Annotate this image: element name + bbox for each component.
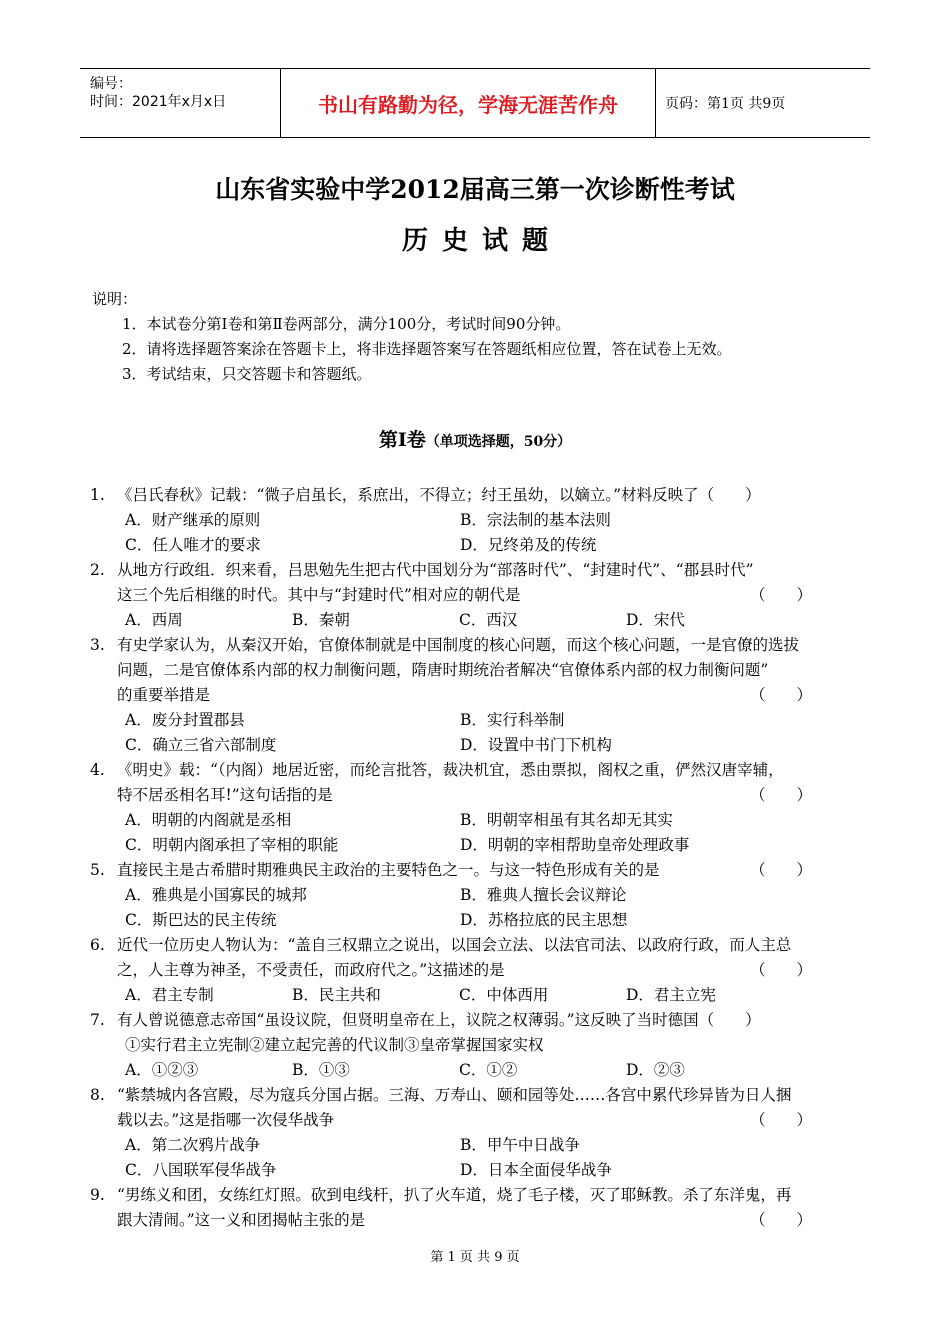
question-text: 之，人主尊为神圣，不受责任，而政府代之。”这描述的是	[117, 961, 505, 979]
question-text: 从地方行政组．织来看，吕思勉先生把古代中国划分为“部落时代”、“封建时代”、“郡县时代”	[117, 561, 754, 579]
question-item	[90, 1008, 870, 1083]
question-text: 有人曾说德意志帝国“虽设议院，但贤明皇帝在上，议院之权薄弱。”这反映了当时德国（ ）	[117, 1011, 761, 1029]
date-label: 时间：2021年x月x日	[90, 94, 227, 110]
question-text: 的重要举措是	[117, 686, 211, 704]
option-group	[90, 808, 870, 858]
question-number: 6.	[90, 936, 105, 954]
answer-option: C．斯巴达的民主传统	[125, 911, 277, 929]
option-group	[90, 1058, 870, 1083]
answer-option: B．雅典人擅长会议辩论	[460, 886, 627, 904]
instructions-label: 说明：	[92, 290, 138, 308]
instruction-item: 1．本试卷分第Ⅰ卷和第Ⅱ卷两部分，满分100分，考试时间90分钟。	[122, 315, 571, 333]
instruction-item: 2．请将选择题答案涂在答题卡上，将非选择题答案写在答题纸相应位置，答在试卷上无效。	[122, 340, 732, 358]
answer-bracket: （ ）	[749, 861, 812, 879]
answer-option: D．设置中书门下机构	[460, 736, 612, 754]
exam-title: 山东省实验中学2012届高三第一次诊断性考试	[215, 175, 735, 204]
answer-option: D．日本全面侵华战争	[460, 1161, 612, 1179]
question-number: 1.	[90, 486, 105, 504]
answer-option: C．任人唯才的要求	[125, 536, 261, 554]
question-statements: ①实行君主立宪制②建立起完善的代议制③皇帝掌握国家实权	[125, 1036, 544, 1054]
section-title: 第Ⅰ卷	[378, 429, 426, 451]
answer-option: A．①②③	[125, 1061, 199, 1079]
option-group	[90, 983, 870, 1008]
question-text: “男练义和团，女练红灯照。砍到电线杆，扒了火车道，烧了毛子楼，灭了耶稣教。杀了东洋鬼，再	[117, 1186, 792, 1204]
question-item	[90, 933, 870, 1008]
question-item	[90, 758, 870, 858]
exam-subtitle: 历史试题	[401, 226, 562, 256]
question-item	[90, 1083, 870, 1183]
question-item	[90, 483, 870, 558]
answer-option: C．西汉	[459, 611, 518, 629]
question-text: 载以去。”这是指哪一次侵华战争	[117, 1111, 335, 1129]
answer-option: A．西周	[125, 611, 183, 629]
page-footer: 第 1 页 共 9 页	[430, 1250, 520, 1265]
answer-option: B．宗法制的基本法则	[460, 511, 611, 529]
question-text: 《明史》载：“（内阁）地居近密，而纶言批答，裁决机宜，悉由票拟，阁权之重，俨然汉唐宰辅，	[117, 761, 784, 779]
answer-option: D．兄终弟及的传统	[460, 536, 597, 554]
section-heading	[0, 425, 950, 452]
answer-option: B．甲午中日战争	[460, 1136, 580, 1154]
answer-bracket: （ ）	[749, 786, 812, 804]
answer-option: B．秦朝	[292, 611, 350, 629]
question-text: 跟大清闹。”这一义和团揭帖主张的是	[117, 1211, 366, 1229]
answer-bracket: （ ）	[749, 686, 812, 704]
question-number: 2.	[90, 561, 105, 579]
question-text: 特不居丞相名耳!”这句话指的是	[117, 786, 333, 804]
question-item	[90, 1183, 870, 1233]
option-group	[90, 508, 870, 558]
answer-option: D．苏格拉底的民主思想	[460, 911, 628, 929]
question-text: 近代一位历史人物认为：“盖自三权鼎立之说出，以国会立法、以法官司法、以政府行政，而人主总	[117, 936, 792, 954]
answer-option: A．明朝的内阁就是丞相	[125, 811, 292, 829]
answer-option: A．雅典是小国寡民的城邦	[125, 886, 307, 904]
option-group	[90, 608, 870, 633]
answer-option: A．财产继承的原则	[125, 511, 261, 529]
header-meta	[80, 69, 281, 137]
answer-option: D．君主立宪	[626, 986, 716, 1004]
answer-bracket: （ ）	[749, 1211, 812, 1229]
question-text: “紫禁城内各宫殿，尽为寇兵分国占据。三海、万寿山、颐和园等处……各宫中累代珍异皆为日人捆	[117, 1086, 792, 1104]
question-text: 有史学家认为，从秦汉开始，官僚体制就是中国制度的核心问题，而这个核心问题，一是官僚的选拔	[117, 636, 800, 654]
answer-option: B．实行科举制	[460, 711, 565, 729]
answer-bracket: （ ）	[749, 961, 812, 979]
answer-option: A．第二次鸦片战争	[125, 1136, 261, 1154]
answer-option: C．①②	[459, 1061, 518, 1079]
question-number: 7.	[90, 1011, 105, 1029]
question-text: 问题，二是官僚体系内部的权力制衡问题，隋唐时期统治者解决“官僚体系内部的权力制衡问题”	[117, 661, 769, 679]
answer-option: B．民主共和	[292, 986, 381, 1004]
question-number: 8.	[90, 1086, 105, 1104]
header-page-info: 页码：第1页 共9页	[665, 96, 786, 112]
option-group	[90, 708, 870, 758]
answer-option: C．明朝内阁承担了宰相的职能	[125, 836, 339, 854]
question-item	[90, 558, 870, 633]
section-note: （单项选择题，50分）	[425, 434, 572, 450]
question-number: 5.	[90, 861, 105, 879]
answer-option: D．②③	[626, 1061, 685, 1079]
question-list	[90, 483, 870, 1233]
answer-option: C．确立三省六部制度	[125, 736, 277, 754]
answer-option: B．明朝宰相虽有其名却无其实	[460, 811, 673, 829]
answer-option: A．君主专制	[125, 986, 214, 1004]
page-header	[80, 68, 870, 138]
question-number: 9.	[90, 1186, 105, 1204]
answer-option: C．中体西用	[459, 986, 549, 1004]
option-group	[90, 1133, 870, 1183]
question-item	[90, 633, 870, 758]
question-number: 3.	[90, 636, 105, 654]
answer-bracket: （ ）	[749, 586, 812, 604]
option-group	[90, 883, 870, 933]
answer-option: D．明朝的宰相帮助皇帝处理政事	[460, 836, 690, 854]
answer-bracket: （ ）	[749, 1111, 812, 1129]
header-motto: 书山有路勤为径，学海无涯苦作舟	[281, 69, 656, 137]
question-text: 这三个先后相继的时代。其中与“封建时代”相对应的朝代是	[117, 586, 521, 604]
question-number: 4.	[90, 761, 105, 779]
serial-label: 编号：	[90, 76, 132, 92]
question-text: 《吕氏春秋》记载：“微子启虽长，系庶出，不得立；纣王虽幼，以嫡立。”材料反映了（ ）	[117, 486, 761, 504]
answer-option: C．八国联军侵华战争	[125, 1161, 277, 1179]
answer-option: B．①③	[292, 1061, 350, 1079]
answer-option: D．宋代	[626, 611, 685, 629]
instruction-item: 3．考试结束，只交答题卡和答题纸。	[122, 365, 372, 383]
question-item	[90, 858, 870, 933]
instructions	[92, 287, 732, 387]
answer-option: A．废分封置郡县	[125, 711, 245, 729]
question-text: 直接民主是古希腊时期雅典民主政治的主要特色之一。与这一特色形成有关的是	[117, 861, 660, 879]
